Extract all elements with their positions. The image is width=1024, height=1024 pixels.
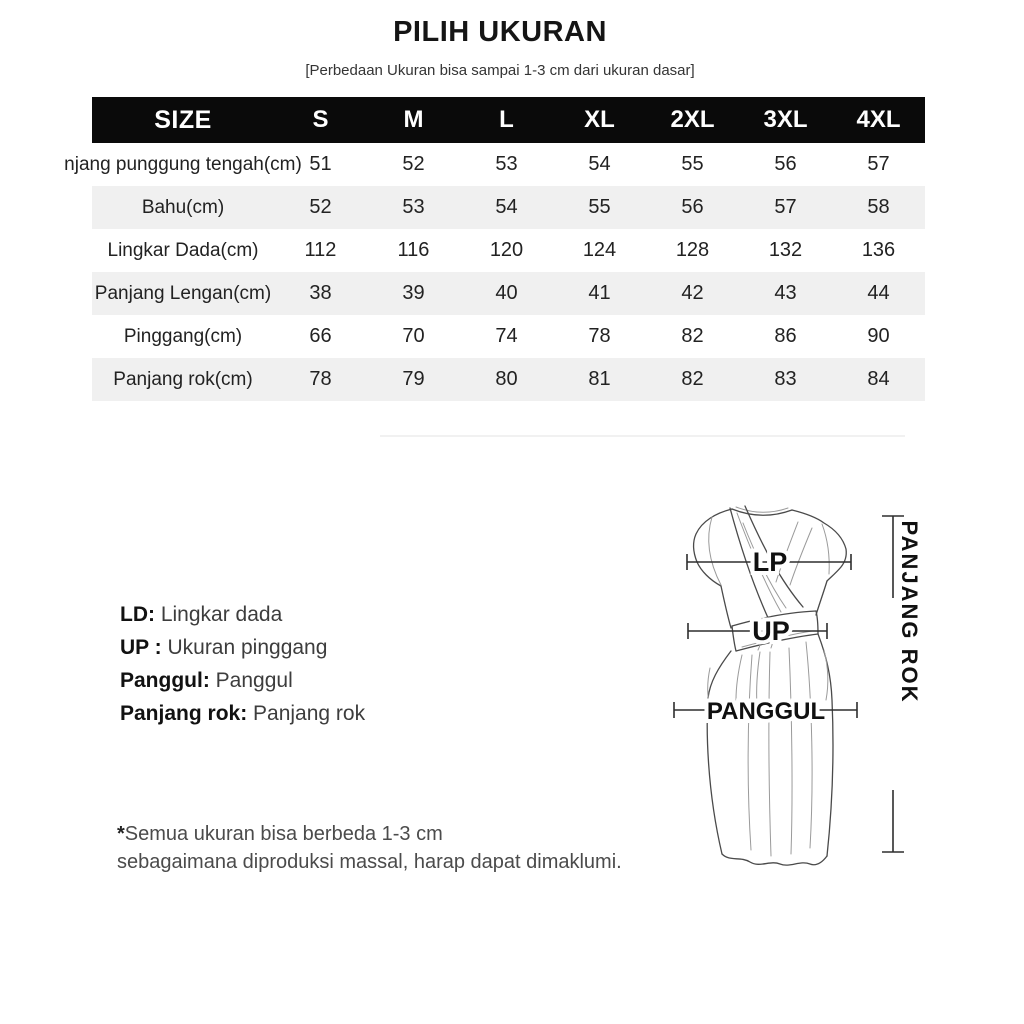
length-measure-line (882, 516, 922, 852)
footnote-asterisk: * (117, 823, 125, 845)
page-title: PILIH UKURAN (393, 16, 607, 48)
size-value: 120 (489, 239, 524, 261)
size-value: 74 (495, 325, 518, 347)
size-value: 66 (309, 325, 332, 347)
size-value: 52 (309, 196, 332, 218)
legend-key: LD: (120, 603, 161, 626)
header-cell: 3XL (763, 106, 808, 133)
hip-label: PANGGUL (706, 698, 826, 725)
skirt-length-label: PANJANG ROK (897, 520, 922, 704)
legend-key: UP : (120, 636, 168, 659)
size-value: 81 (588, 368, 611, 390)
legend-value: Panggul (215, 669, 293, 692)
size-value: 42 (681, 282, 704, 304)
size-value: 116 (397, 239, 430, 261)
waist-measure-line (688, 616, 827, 646)
table-row (92, 358, 925, 401)
header-cell: S (312, 106, 329, 133)
row-label: Lingkar Dada(cm) (107, 239, 259, 261)
waist-label: UP (752, 616, 790, 646)
size-value: 86 (774, 325, 797, 347)
size-value: 57 (774, 196, 797, 218)
size-value: 79 (402, 368, 425, 390)
legend-item (120, 697, 365, 730)
size-value: 132 (768, 239, 803, 261)
size-value: 54 (588, 153, 611, 175)
size-value: 51 (309, 153, 332, 175)
dress-diagram (640, 430, 940, 890)
legend-value: Panjang rok (253, 702, 366, 725)
size-value: 124 (582, 239, 617, 261)
table-row (92, 315, 925, 358)
size-value: 43 (774, 282, 797, 304)
size-value: 38 (309, 282, 332, 304)
size-value: 82 (681, 368, 704, 390)
size-value: 44 (867, 282, 890, 304)
footnote-line: *Semua ukuran bisa berbeda 1-3 cm (117, 823, 443, 845)
size-value: 41 (588, 282, 611, 304)
row-label: Bahu(cm) (141, 196, 225, 218)
size-value: 80 (495, 368, 518, 390)
chest-label: LP (752, 547, 788, 577)
legend-key: Panggul: (120, 669, 216, 692)
header-cell: 2XL (670, 106, 715, 133)
row-label: Pinggang(cm) (123, 325, 243, 347)
page-subtitle: [Perbedaan Ukuran bisa sampai 1-3 cm dari ukuran dasar] (305, 62, 695, 79)
size-value: 82 (681, 325, 704, 347)
table-row (92, 186, 925, 229)
footnote (117, 820, 622, 876)
size-value: 56 (681, 196, 704, 218)
legend-value: Ukuran pinggang (167, 636, 328, 659)
row-label: Panjang rok(cm) (113, 368, 253, 390)
size-value: 84 (867, 368, 890, 390)
hip-measure-line (674, 698, 857, 725)
size-value: 53 (495, 153, 518, 175)
size-value: 58 (867, 196, 890, 218)
size-table (64, 97, 925, 401)
legend-value: Lingkar dada (160, 603, 283, 626)
size-value: 78 (588, 325, 611, 347)
size-value: 90 (867, 325, 890, 347)
row-label: njang punggung tengah(cm) (64, 153, 302, 175)
size-value: 56 (774, 153, 797, 175)
legend-item (120, 631, 365, 664)
size-value: 53 (402, 196, 425, 218)
size-value: 83 (774, 368, 797, 390)
size-value: 55 (681, 153, 704, 175)
size-value: 52 (402, 153, 425, 175)
header-cell: XL (584, 106, 615, 133)
table-row (92, 229, 925, 272)
header-cell: 4XL (856, 106, 901, 133)
page-header (0, 16, 1000, 49)
size-value: 55 (588, 196, 611, 218)
header-cell: M (403, 106, 424, 133)
size-value: 112 (304, 239, 337, 261)
size-value: 136 (861, 239, 896, 261)
size-value: 39 (402, 282, 425, 304)
size-value: 78 (309, 368, 332, 390)
legend-item (120, 598, 365, 631)
table-row (64, 143, 925, 186)
size-table-body (64, 143, 925, 401)
size-table-header (92, 97, 925, 143)
size-value: 128 (675, 239, 710, 261)
header-cell: SIZE (154, 105, 212, 134)
size-value: 40 (495, 282, 518, 304)
size-value: 57 (867, 153, 890, 175)
legend-key: Panjang rok: (120, 702, 254, 725)
legend-item (120, 664, 365, 697)
chest-measure-line (687, 547, 851, 577)
size-value: 70 (402, 325, 425, 347)
footnote-line: sebagaimana diproduksi massal, harap dapat dimaklumi. (117, 851, 622, 873)
table-row (92, 272, 925, 315)
header-cell: L (499, 106, 514, 133)
row-label: Panjang Lengan(cm) (94, 282, 272, 304)
size-value: 54 (495, 196, 518, 218)
legend (120, 598, 365, 730)
